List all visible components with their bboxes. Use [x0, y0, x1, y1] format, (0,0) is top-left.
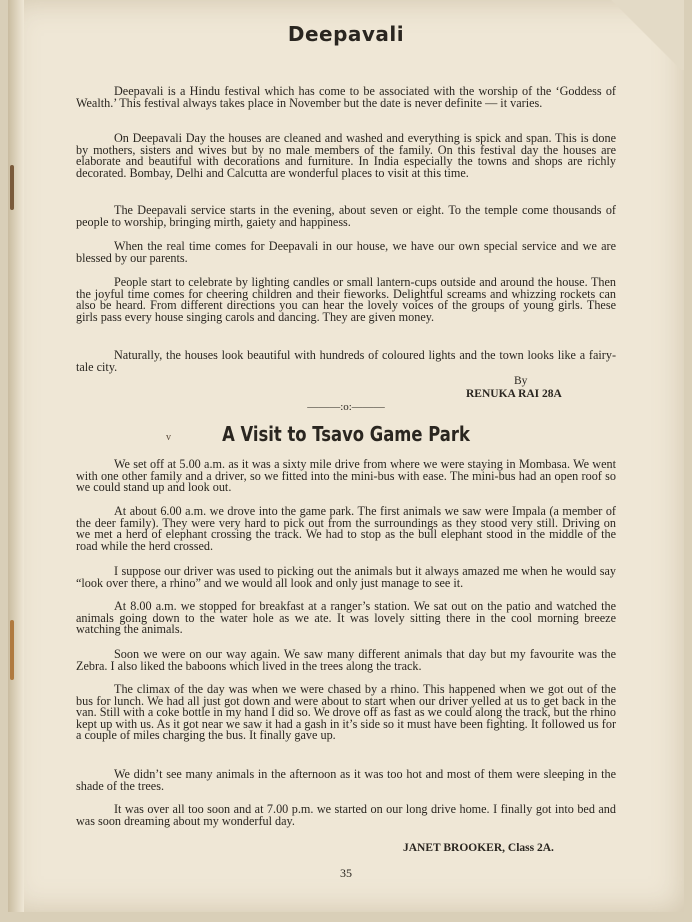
- staple-rust-mark: [10, 620, 14, 680]
- tsavo-paragraph-2: At about 6.00 a.m. we drove into the game park. The first animals we saw were Impala (a member of the deer family). They were very hard to pick out from the surroundings as they stood very still. Driving on we met a herd of elephant crossing the track. We had to stop as the bull elephant stood in the middle of the road while the herd crossed.: [76, 504, 616, 553]
- section-separator: ———:o:———: [307, 401, 385, 413]
- tsavo-paragraph-5: Soon we were on our way again. We saw many different animals that day but my favourite was the Zebra. I also liked the baboons which lived in the trees along the track.: [76, 647, 616, 673]
- byline-by: By: [514, 375, 528, 387]
- page-number: 35: [340, 866, 352, 880]
- byline-renuka: RENUKA RAI 28A: [466, 388, 562, 400]
- tsavo-paragraph-4: At 8.00 a.m. we stopped for breakfast at a ranger’s station. We sat out on the patio and watched the animals going down to the water hole as we ate. It was lovely sitting there in the cool morning breeze watching the animals.: [76, 599, 616, 637]
- staple-mark: [10, 165, 14, 210]
- deepavali-paragraph-4: When the real time comes for Deepavali in our house, we have our own special service and we are blessed by our parents.: [76, 239, 616, 265]
- deepavali-paragraph-5: People start to celebrate by lighting candles or small lantern-cups outside and around the house. Then the joyful time comes for cheering children and their fieworks. Delightful screams and whizzing rockets can also be heard. From different directions you can hear the lovely voices of the groups of young girls. These girls pass every house singing carols and dancing. They are given money.: [76, 275, 616, 324]
- deepavali-paragraph-2: On Deepavali Day the houses are cleaned and washed and everything is spick and span. This is done by mothers, sisters and wives but by no male members of the family. On this festival day the houses are elaborate and beautiful with decorations and furniture. In India especially the towns and shops are richly decorated. Bombay, Delhi and Calcutta are wonderful places to visit at this time.: [76, 131, 616, 180]
- tsavo-paragraph-6: The climax of the day was when we were chased by a rhino. This happened when we got out of the bus for lunch. We had all just got down and were about to start when our driver yelled at us to get back in the van. Still with a coke bottle in my hand I did so. We drove off as fast as we could along the track, but the rhino kept up with us. As it got near we saw it had a gash in it’s side so it must have been fighting. It followed us for a couple of miles charging the bus. It finally gave up.: [76, 682, 616, 743]
- tsavo-paragraph-1: We set off at 5.00 a.m. as it was a sixty mile drive from where we were staying in Mombasa. We went with one other family and a driver, so we fitted into the mini-bus with ease. The mini-bus had an open roof so we could stand up and look out.: [76, 457, 616, 495]
- stray-ink-mark: v: [166, 432, 171, 443]
- page-binding: [8, 0, 24, 912]
- deepavali-paragraph-3: The Deepavali service starts in the evening, about seven or eight. To the temple come thousands of people to worship, bringing mirth, gaiety and happiness.: [76, 203, 616, 229]
- deepavali-paragraph-6: Naturally, the houses look beautiful with hundreds of coloured lights and the town looks like a fairy-tale city.: [76, 348, 616, 374]
- tsavo-paragraph-8: It was over all too soon and at 7.00 p.m. we started on our long drive home. I finally got into bed and was soon dreaming about my wonderful day.: [76, 802, 616, 828]
- tsavo-paragraph-3: I suppose our driver was used to picking out the animals but it always amazed me when he would say “look over there, a rhino” and we would all look and only just manage to see it.: [76, 564, 616, 590]
- article-title-tsavo: A Visit to Tsavo Game Park: [222, 422, 470, 446]
- article-title-deepavali: Deepavali: [287, 22, 405, 46]
- deepavali-paragraph-1: Deepavali is a Hindu festival which has come to be associated with the worship of the ‘Goddess of Wealth.’ This festival always takes place in November but the date is never definite — it varies.: [76, 84, 616, 110]
- byline-janet: JANET BROOKER, Class 2A.: [403, 842, 554, 854]
- tsavo-paragraph-7: We didn’t see many animals in the afternoon as it was too hot and most of them were sleeping in the shade of the trees.: [76, 767, 616, 793]
